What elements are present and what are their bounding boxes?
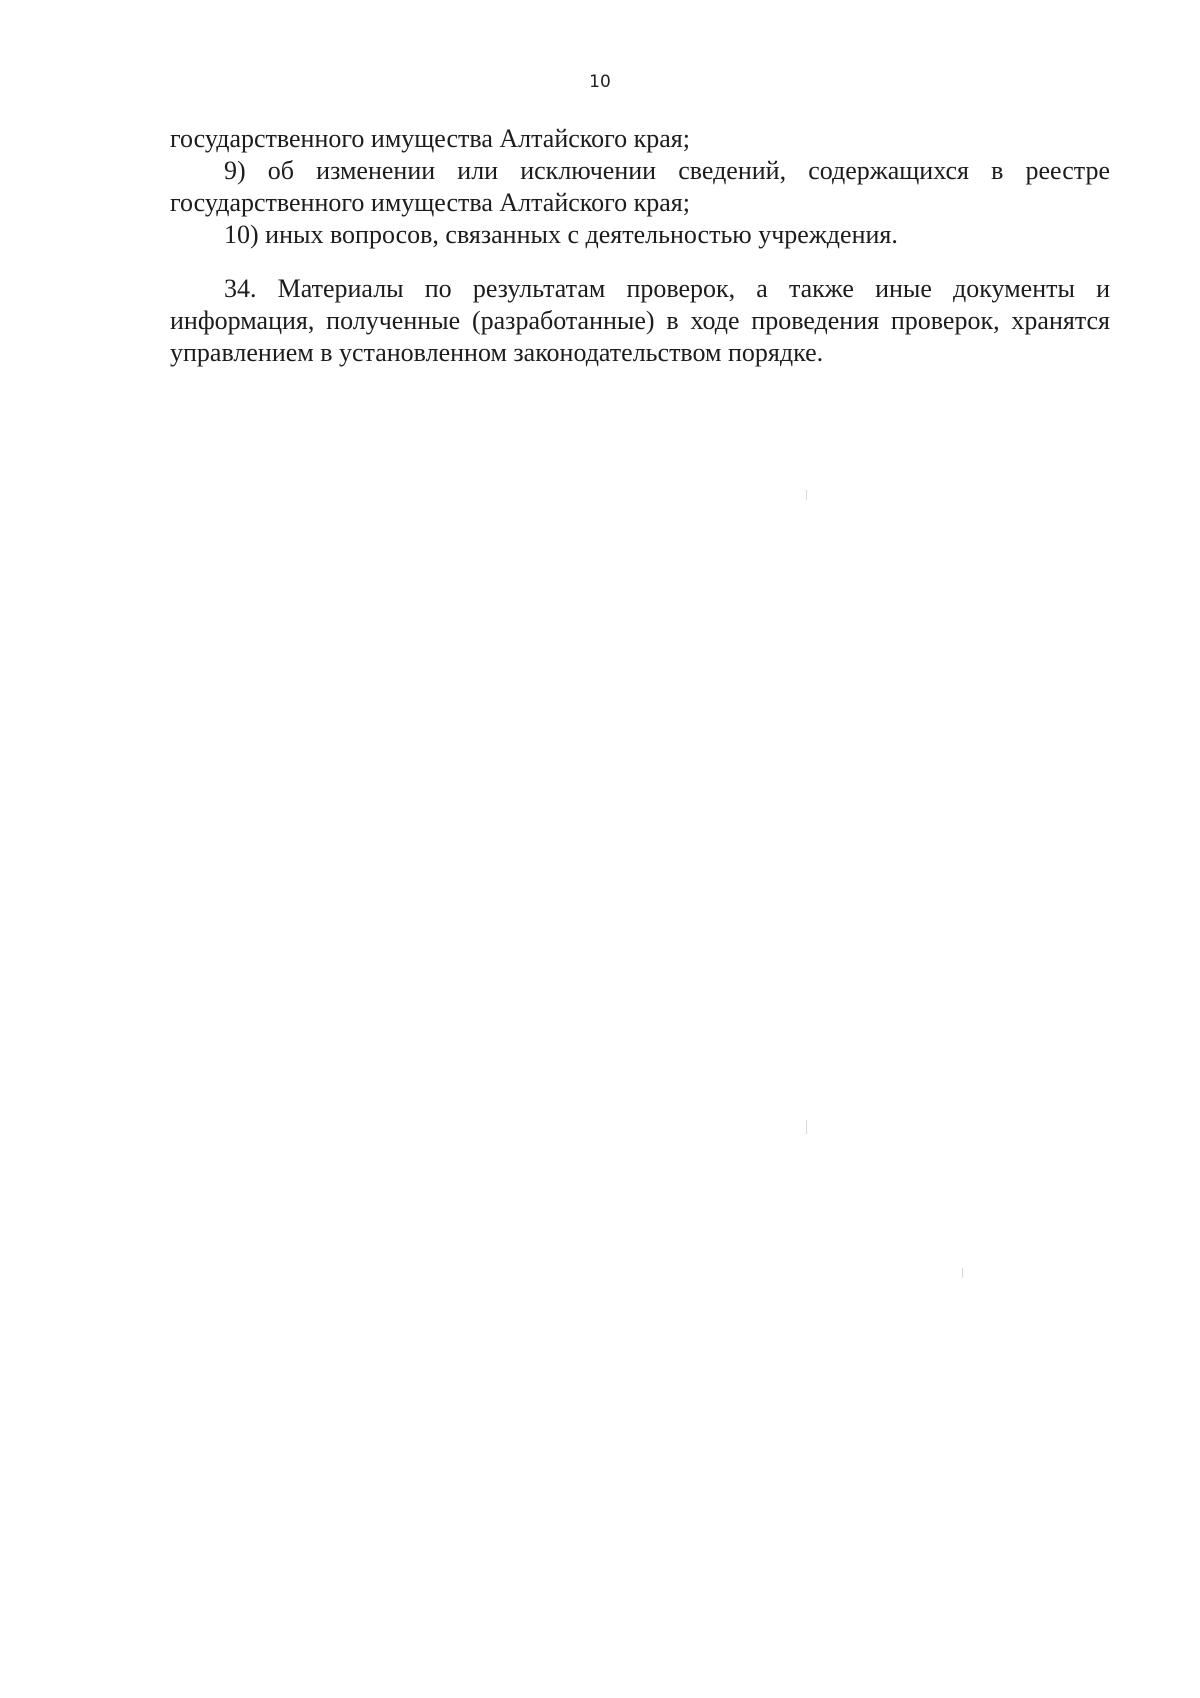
paragraph-continuation: государственного имущества Алтайского края; (170, 124, 690, 153)
page-number: 10 (589, 72, 611, 92)
scan-artifact (806, 1120, 807, 1134)
scan-artifact (806, 490, 807, 500)
paragraph-spacer (170, 251, 1110, 273)
document-body (170, 123, 1110, 369)
scan-artifact (962, 1268, 963, 1278)
list-item-9: 9) об изменении или исключении сведений, содержащихся в реестре государственного имущества Алтайского края; (170, 156, 1110, 217)
clause-34: 34. Материалы по результатам проверок, а также иные документы и информация, полученные (разработанные) в ходе проведения проверок, хранятся управлением в установленном законодательством порядке. (170, 274, 1110, 367)
list-item-10: 10) иных вопросов, связанных с деятельностью учреждения. (224, 220, 898, 249)
